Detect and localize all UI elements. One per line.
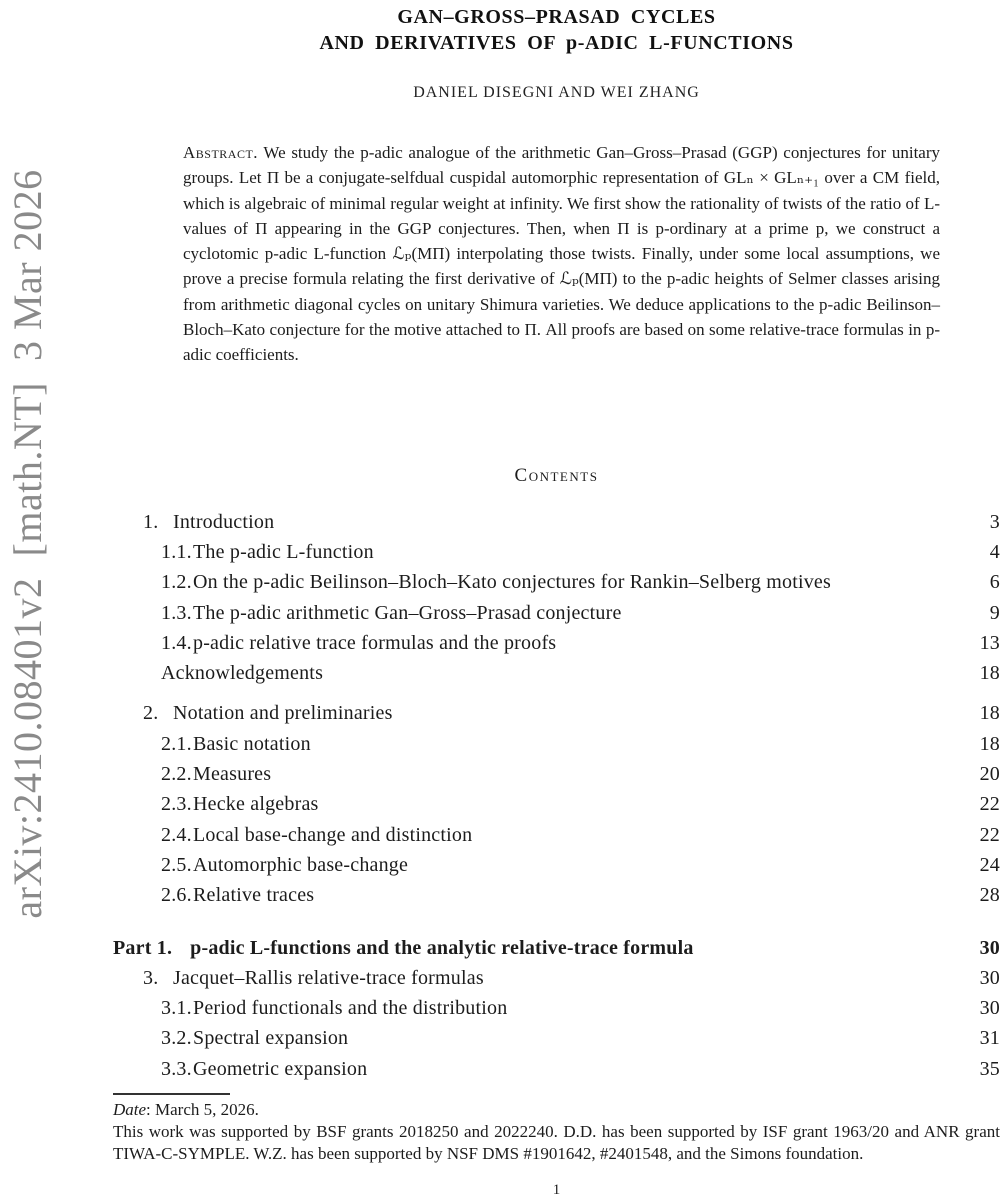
toc-entry-page: 9 — [989, 601, 1000, 624]
toc-entry-notation[interactable] — [113, 699, 1000, 729]
toc-entry-number: 3.2. — [161, 1027, 192, 1050]
toc-entry-2-4[interactable] — [113, 820, 1000, 850]
toc-entry-page: 20 — [979, 763, 1000, 786]
toc-entry-page: 18 — [979, 702, 1000, 725]
footnote-rule — [113, 1093, 230, 1095]
toc-entry-label: Relative traces — [193, 884, 315, 907]
toc-entry-number: 2.5. — [161, 853, 192, 876]
paper-title-line-1: GAN–GROSS–PRASAD CYCLES — [397, 6, 716, 28]
paper-title-line-2: AND DERIVATIVES OF p-ADIC L-FUNCTIONS — [319, 32, 794, 54]
toc-entry-label: Measures — [193, 763, 272, 786]
toc-entry-number: 1. — [143, 510, 159, 533]
abstract — [183, 140, 940, 368]
toc-entry-page: 18 — [979, 662, 1000, 685]
funding-note: This work was supported by BSF grants 2018250 and 2022240. D.D. has been supported by ISF grant 1963/20 and ANR grant TIWA-C-SYMPLE. W.Z. has been supported by NSF DMS #1901642, #2401548, and the Simons foundation. — [113, 1122, 1000, 1163]
date-value: : March 5, 2026. — [146, 1100, 259, 1119]
toc-entry-page: 31 — [979, 1027, 1000, 1050]
footer — [113, 1099, 1000, 1165]
toc-entry-1-2[interactable] — [113, 568, 1000, 598]
toc-entry-number: 1.2. — [161, 571, 192, 594]
toc-entry-label: Acknowledgements — [161, 662, 324, 685]
toc-entry-label: Notation and preliminaries — [173, 702, 393, 725]
toc-entry-page: 6 — [989, 571, 1000, 594]
toc-entry-page: 22 — [979, 793, 1000, 816]
toc-entry-number: 3. — [143, 966, 159, 989]
toc-entry-label: On the p-adic Beilinson–Bloch–Kato conjectures for Rankin–Selberg motives — [193, 571, 831, 594]
toc-entry-number: 3.3. — [161, 1057, 192, 1080]
page-number: 1 — [552, 1182, 561, 1198]
toc-entry-label: The p-adic arithmetic Gan–Gross–Prasad conjecture — [193, 601, 622, 624]
toc-entry-label: Introduction — [173, 510, 275, 533]
abstract-label: Abstract. — [183, 143, 259, 162]
toc-entry-label: Period functionals and the distribution — [193, 997, 508, 1020]
toc-entry-2-2[interactable] — [113, 759, 1000, 789]
toc-entry-1-4[interactable] — [113, 628, 1000, 658]
toc-entry-number: 1.1. — [161, 540, 192, 563]
toc-entry-page: 13 — [979, 631, 1000, 654]
arxiv-watermark: arXiv:2410.08401v2 [math.NT] 3 Mar 2026 — [5, 169, 50, 919]
toc-entry-3-1[interactable] — [113, 993, 1000, 1023]
toc-entry-3-3[interactable] — [113, 1054, 1000, 1084]
toc-entry-acknowledgements[interactable] — [113, 658, 1000, 688]
toc-entry-page: 18 — [979, 732, 1000, 755]
toc-entry-number: 2. — [143, 702, 159, 725]
toc-entry-page: 3 — [989, 510, 1000, 533]
toc-entry-number: 2.2. — [161, 763, 192, 786]
toc-entry-number: 1.3. — [161, 601, 192, 624]
date-line — [113, 1099, 1000, 1121]
toc-entry-page: 30 — [979, 997, 1000, 1020]
toc-entry-1-3[interactable] — [113, 598, 1000, 628]
toc-entry-label: p-adic relative trace formulas and the proofs — [193, 631, 557, 654]
toc-entry-number: 2.6. — [161, 884, 192, 907]
toc-entry-label: Basic notation — [193, 732, 311, 755]
toc-entry-page: 24 — [979, 853, 1000, 876]
title-block — [113, 4, 1000, 56]
toc-entry-label: Jacquet–Rallis relative-trace formulas — [173, 966, 484, 989]
toc-entry-introduction[interactable] — [113, 507, 1000, 537]
date-label: Date — [113, 1100, 147, 1119]
toc-entry-number: 2.3. — [161, 793, 192, 816]
contents-heading: Contents — [514, 465, 599, 486]
toc-entry-page: 4 — [989, 540, 1000, 563]
toc-entry-label: The p-adic L-function — [193, 540, 374, 563]
toc-entry-page: 28 — [979, 884, 1000, 907]
toc-entry-label: Automorphic base-change — [193, 853, 409, 876]
toc-entry-page: 35 — [979, 1057, 1000, 1080]
table-of-contents — [113, 507, 1000, 1084]
toc-entry-2-3[interactable] — [113, 790, 1000, 820]
toc-entry-3-2[interactable] — [113, 1024, 1000, 1054]
toc-entry-number: 1.4. — [161, 631, 192, 654]
toc-entry-number: Part 1. — [113, 936, 173, 959]
toc-entry-label: Spectral expansion — [193, 1027, 349, 1050]
toc-entry-jacquet-rallis[interactable] — [113, 963, 1000, 993]
toc-entry-number: 3.1. — [161, 997, 192, 1020]
toc-entry-page: 30 — [979, 936, 1000, 959]
toc-entry-label: p-adic L-functions and the analytic relative-trace formula — [190, 936, 694, 959]
toc-entry-number: 2.4. — [161, 823, 192, 846]
toc-entry-number: 2.1. — [161, 732, 192, 755]
toc-entry-2-6[interactable] — [113, 881, 1000, 911]
toc-entry-page: 30 — [979, 966, 1000, 989]
abstract-text: We study the p-adic analogue of the arithmetic Gan–Gross–Prasad (GGP) conjectures for unitary groups. Let Π be a conjugate-selfdual cuspidal automorphic representation of GLₙ × GLₙ₊₁ over a CM field, which is algebraic of minimal regular weight at infinity. We first show the rationality of twists of the ratio of L-values of Π appearing in the GGP conjectures. Then, when Π is p-ordinary at a prime p, we construct a cyclotomic p-adic L-function ℒₚ(MΠ) interpolating those twists. Finally, under some local assumptions, we prove a precise formula relating the first derivative of ℒₚ(MΠ) to the p-adic heights of Selmer classes arising from arithmetic diagonal cycles on unitary Shimura varieties. We deduce applications to the p-adic Beilinson–Bloch–Kato conjecture for the motive attached to Π. All proofs are based on some relative-trace formulas in p-adic coefficients. — [183, 143, 940, 365]
toc-entry-label: Hecke algebras — [193, 793, 319, 816]
toc-entry-part-1[interactable] — [113, 933, 1000, 963]
toc-entry-2-5[interactable] — [113, 850, 1000, 880]
authors: DANIEL DISEGNI AND WEI ZHANG — [413, 84, 700, 101]
toc-entry-label: Local base-change and distinction — [193, 823, 473, 846]
toc-entry-1-1[interactable] — [113, 537, 1000, 567]
toc-entry-label: Geometric expansion — [193, 1057, 368, 1080]
toc-entry-page: 22 — [979, 823, 1000, 846]
toc-entry-2-1[interactable] — [113, 729, 1000, 759]
